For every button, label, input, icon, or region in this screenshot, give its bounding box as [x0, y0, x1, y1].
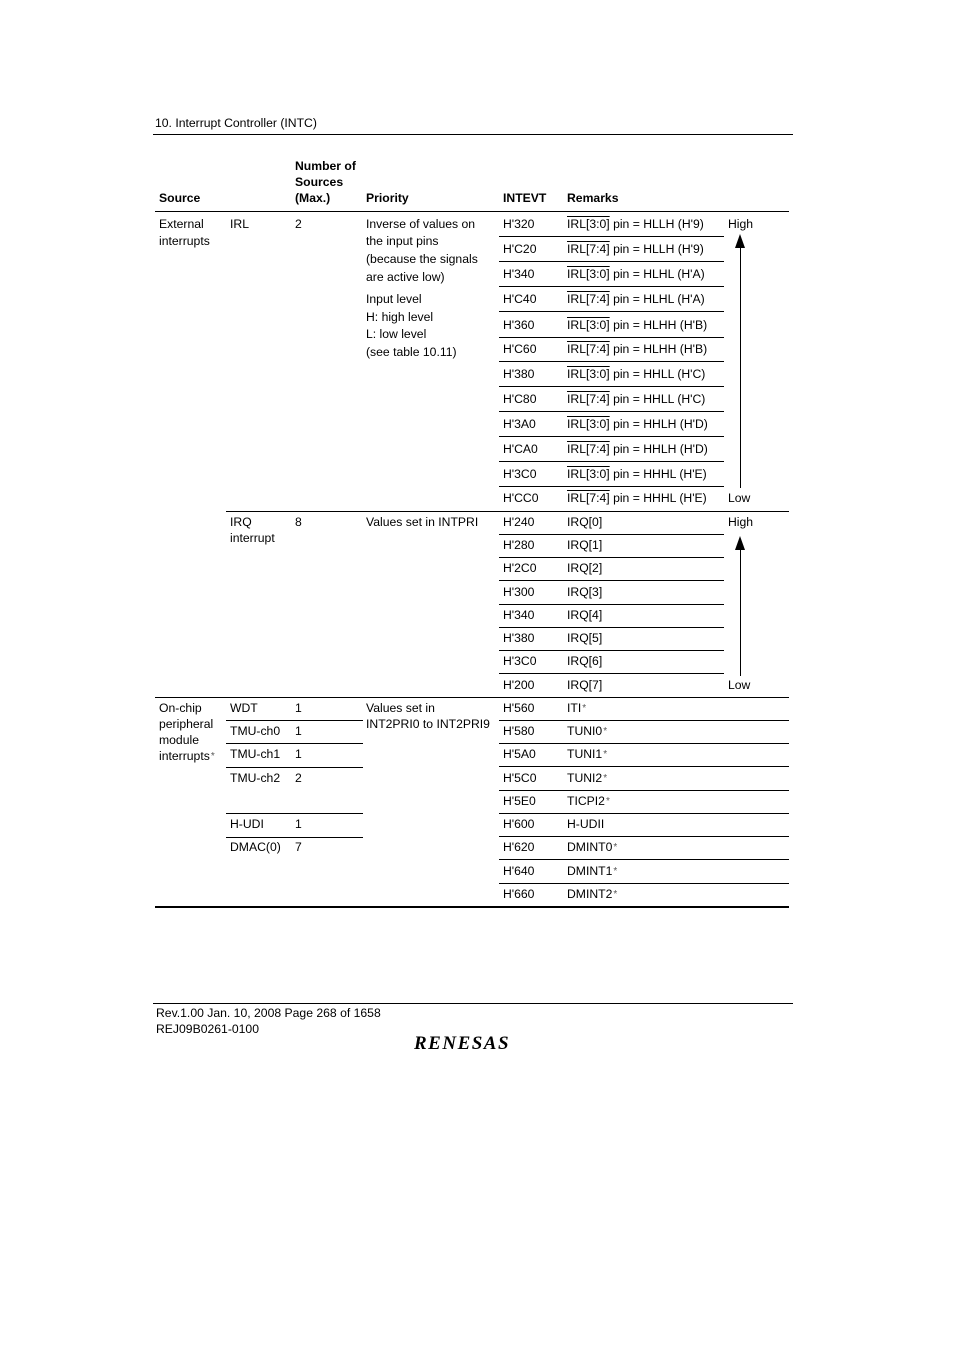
intevt-cell: H'C60 — [503, 342, 537, 356]
pin-condition: pin = HHLH (H'D) — [609, 442, 708, 456]
irq-priority: Values set in INTPRI — [366, 515, 479, 529]
renesas-logo: RENESAS — [414, 1033, 511, 1054]
pin-name: IRL[3:0] — [567, 318, 610, 332]
module-name: TMU-ch2 — [230, 771, 281, 785]
module-count: 2 — [295, 771, 302, 785]
remark-cell — [567, 700, 586, 717]
irl-priority-line: Inverse of values on — [366, 217, 476, 231]
section-title: 10. Interrupt Controller (INTC) — [155, 116, 317, 130]
module-name: WDT — [230, 701, 258, 715]
row-rule — [499, 859, 789, 860]
remark-cell — [567, 341, 707, 357]
footnote-star: * — [613, 889, 618, 900]
irl-group-rule — [226, 511, 789, 512]
pin-name: IRL[7:4] — [567, 392, 610, 406]
irl-high-label: High — [728, 217, 754, 231]
row-rule — [499, 436, 724, 437]
intevt-cell: H'280 — [503, 538, 535, 552]
intevt-cell: H'560 — [503, 701, 535, 715]
irl-arrow-line — [740, 246, 741, 488]
intevt-cell: H'3A0 — [503, 417, 536, 431]
intevt-cell: H'620 — [503, 840, 535, 854]
footnote-star: * — [605, 796, 610, 807]
remark-cell — [567, 416, 708, 432]
header-bottom-rule — [155, 211, 789, 212]
remark-cell — [567, 241, 704, 257]
intevt-cell: H'640 — [503, 864, 535, 878]
pin-name: IRL[7:4] — [567, 491, 610, 505]
remark-cell: IRQ[4] — [567, 608, 603, 622]
intevt-cell: H'320 — [503, 217, 535, 231]
remark-cell — [567, 793, 610, 810]
pin-name: IRL[7:4] — [567, 442, 610, 456]
intevt-cell: H'CA0 — [503, 442, 538, 456]
pin-condition: pin = HLHH (H'B) — [609, 342, 708, 356]
pin-name: IRL[7:4] — [567, 292, 610, 306]
pin-condition: pin = HLHL (H'A) — [609, 292, 705, 306]
irq-name-line2: interrupt — [230, 531, 275, 545]
intevt-cell: H'C80 — [503, 392, 537, 406]
footer-rev: Rev.1.00 Jan. 10, 2008 Page 268 of 1658 — [156, 1006, 381, 1020]
module-count: 1 — [295, 817, 302, 831]
remark-cell — [567, 466, 707, 482]
intevt-cell: H'360 — [503, 318, 535, 332]
row-rule — [499, 743, 789, 744]
remark-cell — [567, 863, 617, 880]
pin-condition: pin = HLLH (H'9) — [609, 242, 704, 256]
pin-name: IRL[7:4] — [567, 342, 610, 356]
intevt-cell: H'600 — [503, 817, 535, 831]
pin-condition: pin = HLHL (H'A) — [609, 267, 705, 281]
header-priority: Priority — [366, 191, 409, 205]
remark-cell — [567, 723, 607, 740]
module-name: TMU-ch0 — [230, 724, 281, 738]
module-rule — [226, 837, 363, 838]
module-name: TMU-ch1 — [230, 747, 281, 761]
intevt-cell: H'380 — [503, 631, 535, 645]
remark-cell: IRQ[7] — [567, 678, 603, 692]
remark-cell — [567, 490, 707, 506]
intevt-cell: H'380 — [503, 367, 535, 381]
remark-cell: IRQ[2] — [567, 561, 603, 575]
intevt-cell: H'5A0 — [503, 747, 536, 761]
row-rule — [499, 813, 789, 814]
remark-cell — [567, 317, 707, 333]
row-rule — [499, 580, 724, 581]
module-rule — [226, 743, 363, 744]
header-number-line1: Number of — [295, 159, 356, 173]
module-count: 1 — [295, 747, 302, 761]
header-number-line3: (Max.) — [295, 191, 331, 205]
remark-text: DMINT2 — [567, 887, 613, 901]
module-name: H-UDI — [230, 817, 264, 831]
intevt-cell: H'200 — [503, 678, 535, 692]
irq-high-label: High — [728, 515, 754, 529]
irq-name-line1: IRQ — [230, 515, 252, 529]
row-rule — [499, 486, 724, 487]
header-source: Source — [159, 191, 201, 205]
onchip-priority-line1: Values set in — [366, 701, 435, 715]
remark-cell: IRQ[1] — [567, 538, 603, 552]
remark-cell — [567, 839, 617, 856]
external-group-rule — [155, 697, 789, 698]
remark-text: DMINT0 — [567, 840, 613, 854]
intevt-cell: H'3C0 — [503, 467, 537, 481]
row-rule — [499, 337, 724, 338]
remark-cell: IRQ[0] — [567, 515, 603, 529]
source-onchip-line — [159, 748, 215, 765]
remark-cell — [567, 366, 705, 382]
header-rule — [153, 134, 793, 135]
onchip-priority-line2: INT2PRI0 to INT2PRI9 — [366, 717, 490, 731]
module-rule — [226, 813, 363, 814]
source-external-line2: interrupts — [159, 234, 210, 248]
pin-name: IRL[3:0] — [567, 467, 610, 481]
row-rule — [499, 627, 724, 628]
remark-cell — [567, 391, 705, 407]
row-rule — [499, 604, 724, 605]
row-rule — [499, 790, 789, 791]
intevt-cell: H'580 — [503, 724, 535, 738]
pin-condition: pin = HHHL (H'E) — [609, 467, 707, 481]
intevt-cell: H'340 — [503, 267, 535, 281]
irl-priority-line: Input level — [366, 292, 422, 306]
irq-count: 8 — [295, 515, 302, 529]
remark-text: TUNI2 — [567, 771, 603, 785]
remark-cell: IRQ[6] — [567, 654, 603, 668]
intevt-cell: H'5E0 — [503, 794, 536, 808]
remark-cell: IRQ[5] — [567, 631, 603, 645]
remark-text: TUNI0 — [567, 724, 603, 738]
pin-name: IRL[3:0] — [567, 267, 610, 281]
irl-low-label: Low — [728, 491, 751, 505]
pin-condition: pin = HLLH (H'9) — [609, 217, 704, 231]
pin-condition: pin = HHHL (H'E) — [609, 491, 707, 505]
pin-condition: pin = HHLL (H'C) — [609, 367, 706, 381]
source-onchip-text: interrupts — [159, 749, 210, 763]
source-external-line1: External — [159, 217, 204, 231]
source-onchip-line: On-chip — [159, 701, 202, 715]
row-rule — [499, 883, 789, 884]
row-rule — [499, 766, 789, 767]
table-bottom-rule — [155, 906, 789, 908]
row-rule — [499, 836, 789, 837]
footer-doc-code: REJ09B0261-0100 — [156, 1022, 259, 1036]
row-rule — [499, 650, 724, 651]
row-rule — [499, 261, 724, 262]
footnote-star: * — [603, 749, 608, 760]
irl-count: 2 — [295, 217, 302, 231]
module-count: 7 — [295, 840, 302, 854]
footnote-star: * — [613, 842, 618, 853]
remark-text: TICPI2 — [567, 794, 605, 808]
intevt-cell: H'300 — [503, 585, 535, 599]
irl-priority-line: (because the signals — [366, 252, 478, 266]
remark-cell — [567, 746, 607, 763]
footnote-star: * — [603, 726, 608, 737]
header-number-line2: Sources — [295, 175, 344, 189]
footnote-star: * — [582, 703, 587, 714]
remark-cell — [567, 816, 604, 832]
pin-name: IRL[3:0] — [567, 417, 610, 431]
intevt-cell: H'C40 — [503, 292, 537, 306]
remark-cell — [567, 266, 705, 282]
remark-cell: IRQ[3] — [567, 585, 603, 599]
irq-arrow-line — [740, 548, 741, 676]
intevt-cell: H'340 — [503, 608, 535, 622]
source-onchip-line: peripheral — [159, 717, 214, 731]
footnote-star: * — [210, 751, 215, 762]
remark-cell — [567, 441, 708, 457]
row-rule — [499, 236, 724, 237]
row-rule — [499, 461, 724, 462]
row-rule — [499, 311, 724, 312]
pin-name: IRL[3:0] — [567, 367, 610, 381]
row-rule — [499, 673, 724, 674]
module-name: DMAC(0) — [230, 840, 281, 854]
irl-priority-line: H: high level — [366, 310, 434, 324]
footnote-star: * — [613, 866, 618, 877]
irl-priority-line: L: low level — [366, 327, 427, 341]
pin-name: IRL[7:4] — [567, 242, 610, 256]
remark-cell — [567, 886, 617, 903]
remark-cell — [567, 770, 607, 787]
intevt-cell: H'CC0 — [503, 491, 539, 505]
irl-priority-line: (see table 10.11) — [366, 345, 457, 359]
source-onchip-line: module — [159, 733, 199, 747]
pin-name: IRL[3:0] — [567, 217, 610, 231]
row-rule — [499, 386, 724, 387]
intevt-cell: H'240 — [503, 515, 535, 529]
remark-cell — [567, 216, 704, 232]
module-count: 1 — [295, 724, 302, 738]
footnote-star: * — [603, 773, 608, 784]
remark-cell — [567, 291, 705, 307]
intevt-cell: H'2C0 — [503, 561, 537, 575]
header-remarks: Remarks — [567, 191, 619, 205]
row-rule — [499, 720, 789, 721]
intevt-cell: H'5C0 — [503, 771, 537, 785]
pin-condition: pin = HLHH (H'B) — [609, 318, 708, 332]
remark-text: DMINT1 — [567, 864, 613, 878]
pin-condition: pin = HHLL (H'C) — [609, 392, 706, 406]
remark-text: ITI — [567, 701, 582, 715]
row-rule — [499, 361, 724, 362]
row-rule — [499, 411, 724, 412]
pin-condition: pin = HHLH (H'D) — [609, 417, 708, 431]
module-rule — [226, 720, 363, 721]
intevt-cell: H'660 — [503, 887, 535, 901]
irl-name: IRL — [230, 217, 249, 231]
header-intevt: INTEVT — [503, 191, 547, 205]
row-rule — [499, 286, 724, 287]
remark-text: TUNI1 — [567, 747, 603, 761]
intevt-cell: H'C20 — [503, 242, 537, 256]
footer-rule — [153, 1003, 793, 1004]
irq-low-label: Low — [728, 678, 751, 692]
irl-priority-line: the input pins — [366, 234, 439, 248]
module-count: 1 — [295, 701, 302, 715]
remark-text: H-UDII — [567, 817, 605, 831]
intevt-cell: H'3C0 — [503, 654, 537, 668]
row-rule — [499, 557, 724, 558]
module-rule — [226, 767, 363, 768]
irl-priority-line: are active low) — [366, 270, 445, 284]
row-rule — [499, 534, 724, 535]
